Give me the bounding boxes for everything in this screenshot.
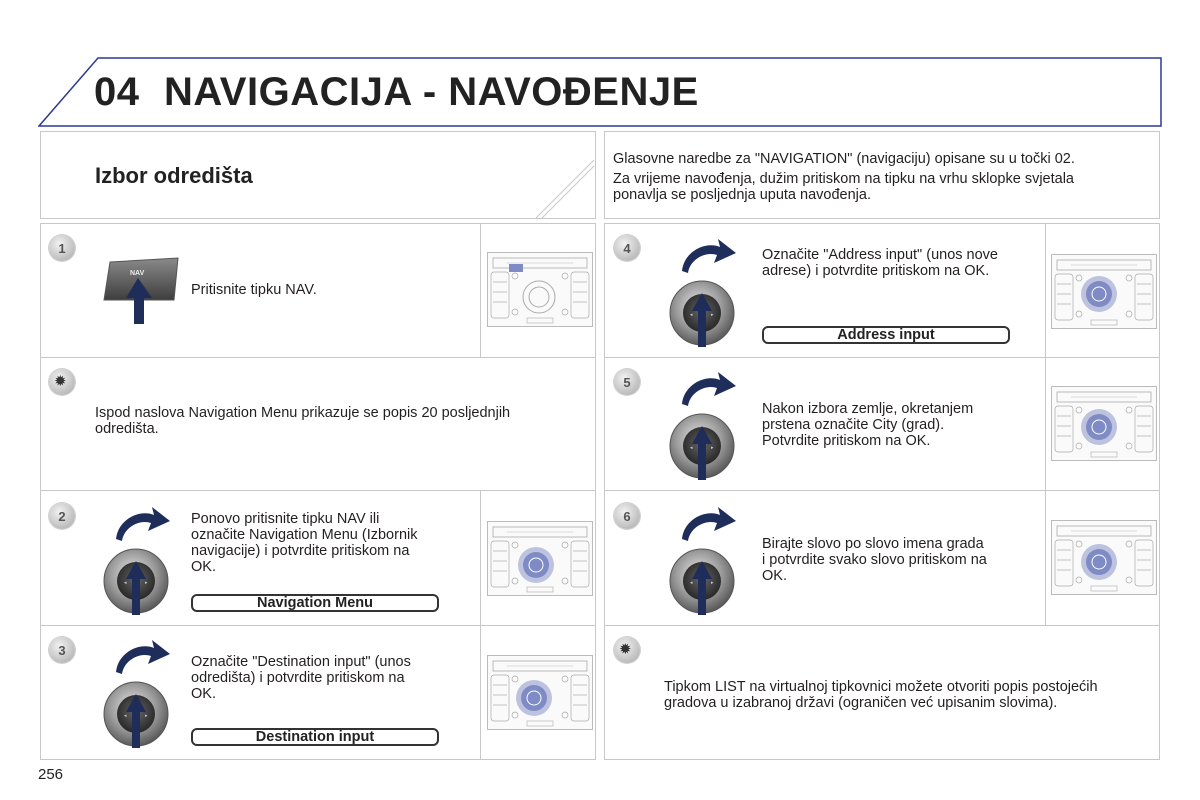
lightbulb-icon: ✹: [619, 641, 632, 658]
step-4-line-2: adrese) i potvrdite pritiskom na OK.: [762, 263, 990, 279]
step-3-line-2: odredišta) i potvrdite pritiskom na: [191, 670, 405, 686]
step-2-line-1: Ponovo pritisnite tipku NAV ili: [191, 511, 380, 527]
rotary-knob-icon: [668, 370, 740, 482]
step-2-divider: [40, 625, 596, 626]
tip-1-line-1: Ispod naslova Navigation Menu prikazuje se popis 20 posljednjih: [95, 405, 511, 421]
step-3-badge: 3: [49, 637, 75, 663]
step-2-badge: 2: [49, 503, 75, 529]
step-4-badge: 4: [614, 235, 640, 261]
step-1-thumb-divider: [480, 223, 481, 357]
step-6-line-1: Birajte slovo po slovo imena grada: [762, 536, 984, 552]
step-2-line-4: OK.: [191, 559, 216, 575]
step-5-badge: 5: [614, 369, 640, 395]
step-6-line-2: i potvrdite svako slovo pritiskom na: [762, 552, 987, 568]
tip-2-line-2: gradova u izabranoj državi (ograničen već upisanim slovima).: [664, 695, 1058, 711]
nav-button-label: NAV: [130, 270, 145, 277]
step-5-line-3: Potvrdite pritiskom na OK.: [762, 433, 931, 449]
step-2-thumb-divider: [480, 490, 481, 625]
step-5-line-2: prstena označite City (grad).: [762, 417, 945, 433]
lightbulb-icon: ✹: [54, 373, 67, 390]
step-2-line-2: označite Navigation Menu (Izbornik: [191, 527, 418, 543]
highlighted-knob-icon: [1077, 540, 1121, 584]
radio-panel-knob-icon: [517, 275, 561, 319]
highlighted-knob-icon: [1077, 272, 1121, 316]
step-1-badge: 1: [49, 235, 75, 261]
navigation-menu-label: Navigation Menu: [191, 594, 439, 612]
highlighted-knob-icon: [512, 676, 556, 720]
step-1-text: Pritisnite tipku NAV.: [191, 282, 317, 298]
tip-1-line-2: odredišta.: [95, 421, 159, 437]
intro-line-3: ponavlja se posljednja uputa navođenja.: [613, 187, 871, 203]
step-2-line-3: navigacije) i potvrdite pritiskom na: [191, 543, 410, 559]
intro-line-2: Za vrijeme navođenja, dužim pritiskom na tipku na vrhu sklopke svjetala: [613, 171, 1074, 187]
step-5-divider: [604, 490, 1160, 491]
tip-2-line-1: Tipkom LIST na virtualnoj tipkovnici možete otvoriti popis postojećih: [664, 679, 1098, 695]
section-title: Izbor odredišta: [95, 163, 253, 188]
step-6-divider: [604, 625, 1160, 626]
step-6-line-3: OK.: [762, 568, 787, 584]
highlighted-knob-icon: [1077, 405, 1121, 449]
step-4-thumb-divider: [1045, 223, 1046, 357]
step-4-divider: [604, 357, 1160, 358]
nav-key-highlight: [509, 264, 523, 272]
rotary-knob-icon: [668, 237, 740, 349]
rotary-knob-icon: [102, 505, 174, 617]
step-1-divider: [40, 357, 596, 358]
rotary-knob-icon: [668, 505, 740, 617]
tip-1-divider: [40, 490, 596, 491]
section-corner-fold: [534, 158, 596, 220]
step-3-line-1: Označite "Destination input" (unos: [191, 654, 411, 670]
chapter-number: 04: [94, 70, 140, 114]
step-5-thumb-divider: [1045, 357, 1046, 490]
nav-button-icon: [102, 256, 182, 326]
step-3-thumb-divider: [480, 625, 481, 760]
highlighted-knob-icon: [514, 543, 558, 587]
intro-line-1: Glasovne naredbe za "NAVIGATION" (navigaciju) opisane su u točki 02.: [613, 151, 1075, 167]
step-6-badge: 6: [614, 503, 640, 529]
page-number: 256: [38, 766, 64, 783]
step-6-thumb-divider: [1045, 490, 1046, 625]
step-3-line-3: OK.: [191, 686, 216, 702]
chapter-title: NAVIGACIJA - NAVOĐENJE: [164, 70, 699, 114]
destination-input-label: Destination input: [191, 728, 439, 746]
step-5-line-1: Nakon izbora zemlje, okretanjem: [762, 401, 974, 417]
step-4-line-1: Označite "Address input" (unos nove: [762, 247, 998, 263]
rotary-knob-icon: [102, 638, 174, 750]
address-input-label: Address input: [762, 326, 1010, 344]
